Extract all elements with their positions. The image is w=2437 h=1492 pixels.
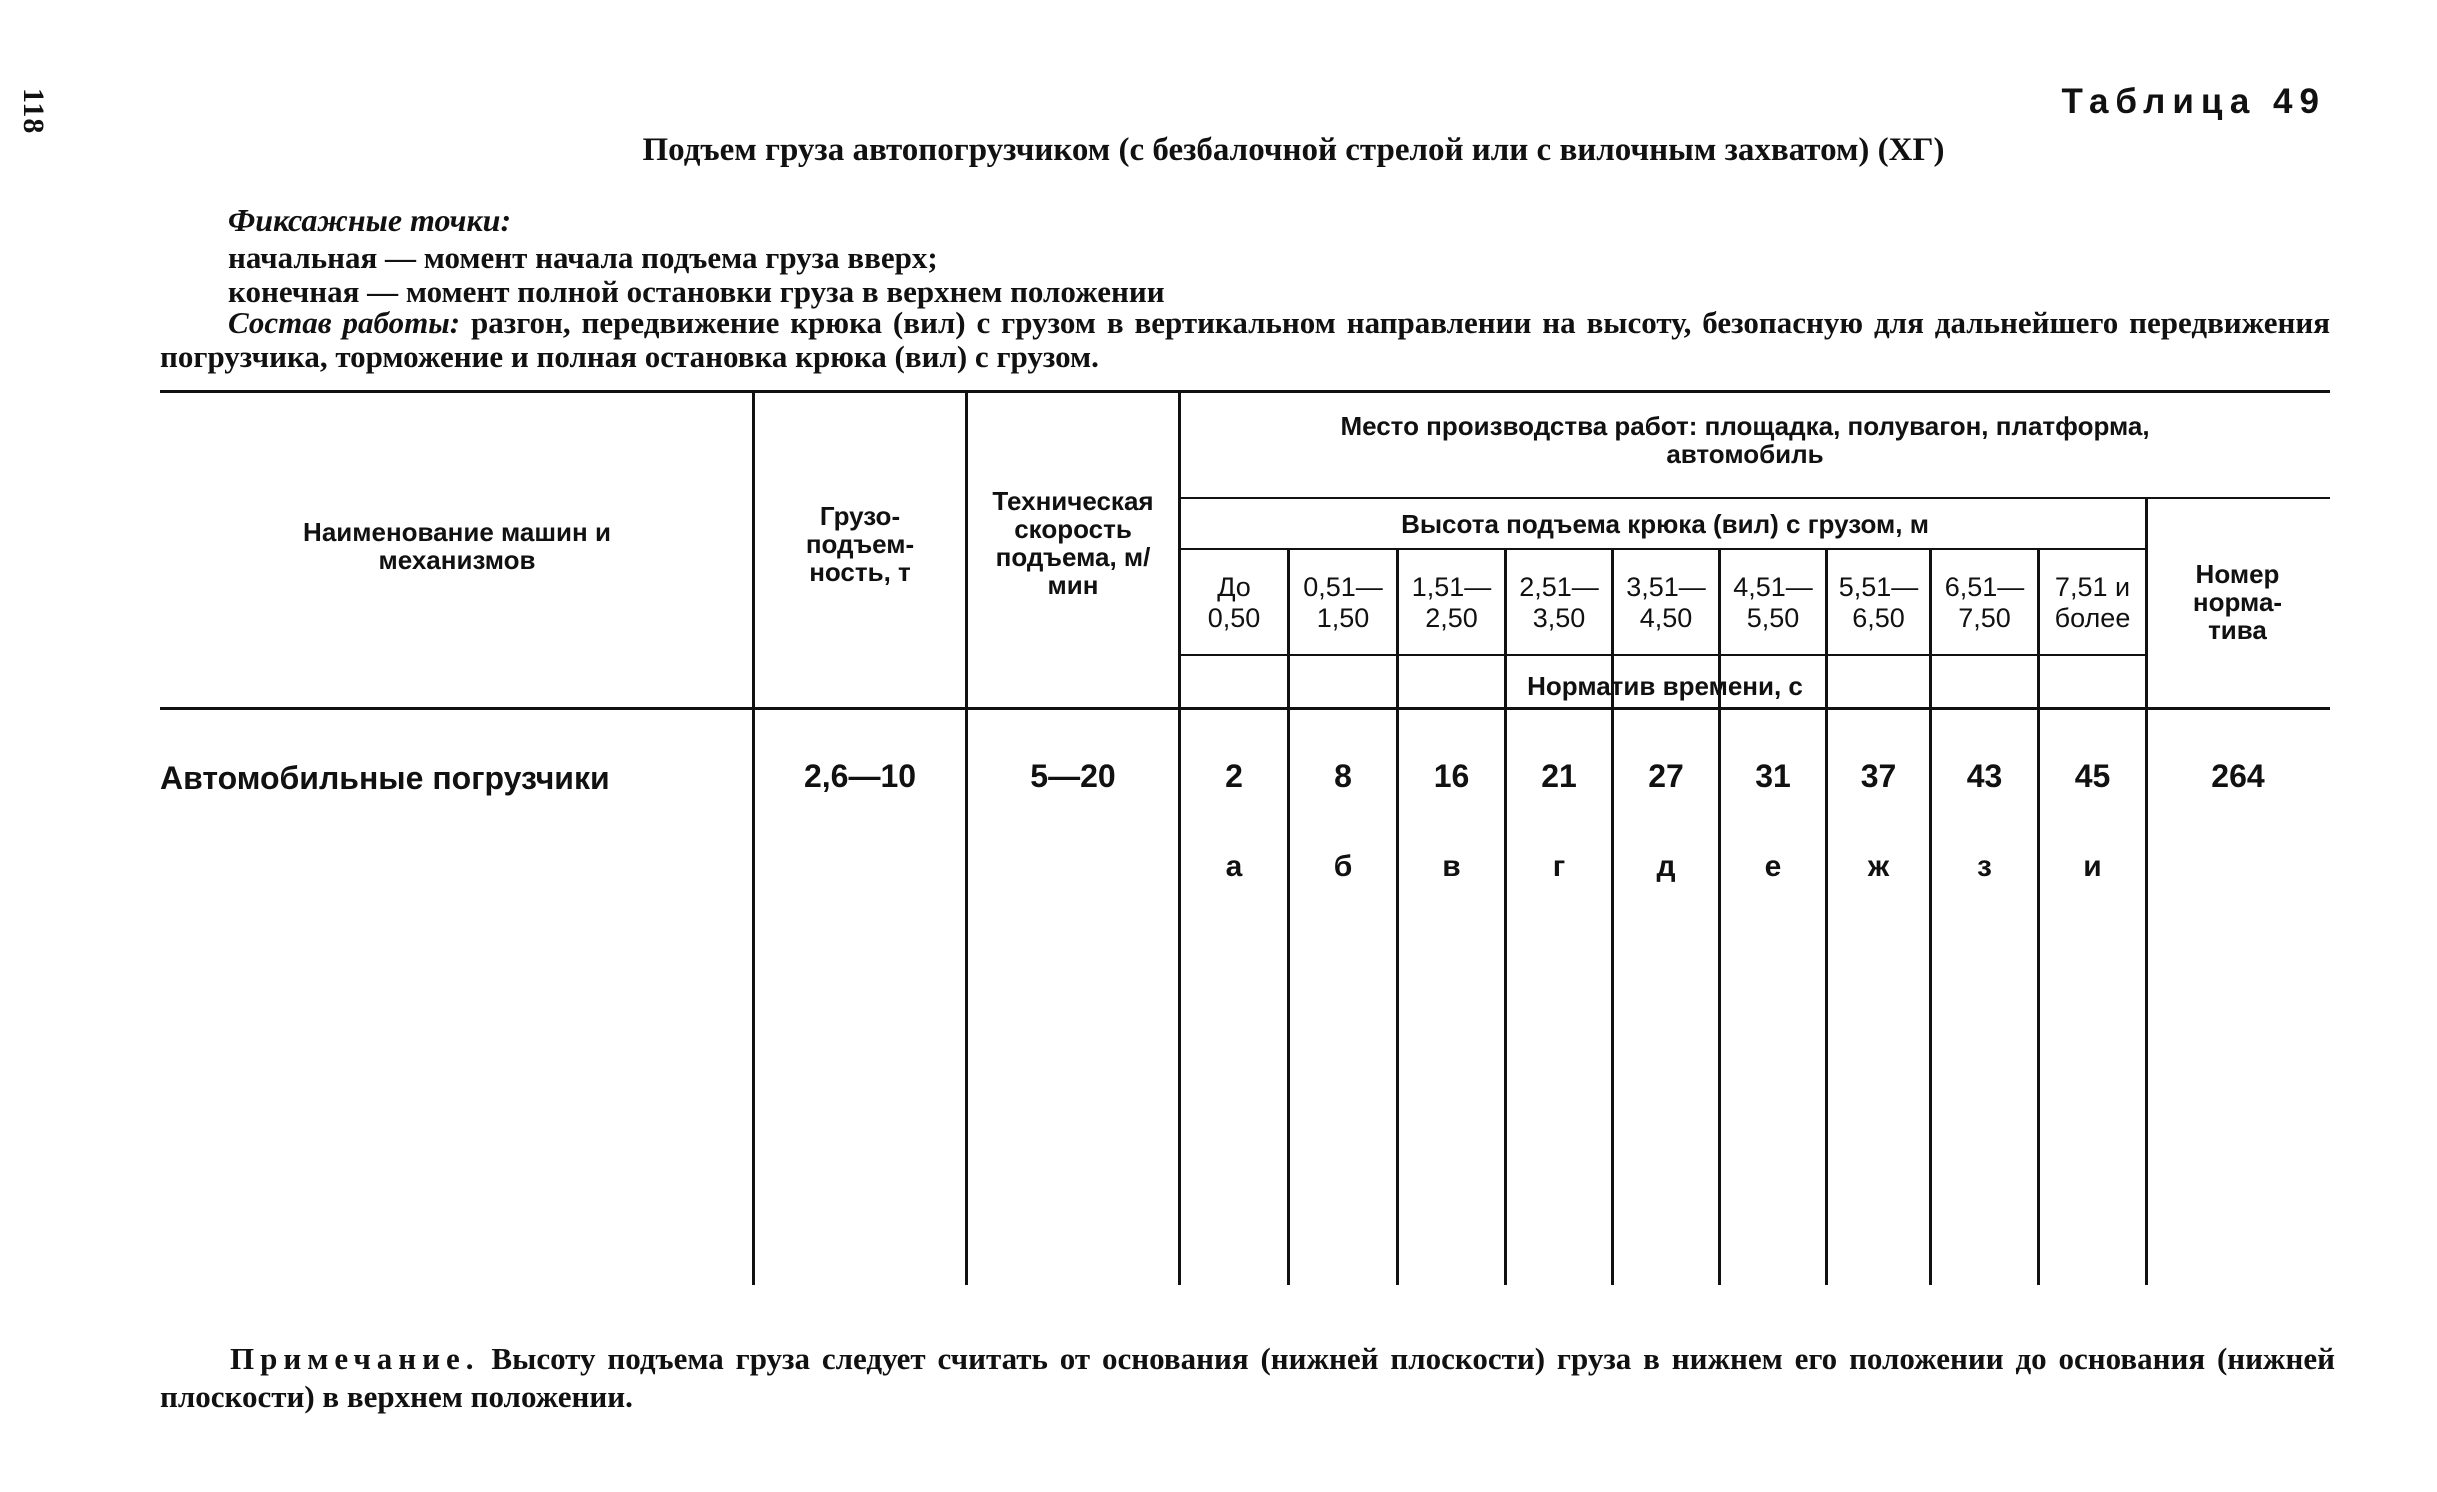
- col-divider: [1611, 548, 1614, 1285]
- table-note: [160, 1340, 2335, 1416]
- start-point-text: начальная — момент начала подъема груза вверх;: [228, 240, 938, 275]
- col-divider: [1929, 548, 1932, 1285]
- height-range: 2,51— 3,50: [1519, 572, 1599, 633]
- row-letter: д: [1656, 850, 1676, 883]
- header-speed: Техническая скорость подъема, м/мин: [992, 486, 1154, 600]
- height-range: 3,51— 4,50: [1626, 572, 1706, 633]
- header-capacity: Грузо-подъем-ность, т: [805, 501, 915, 587]
- table-top-rule: [160, 390, 2330, 393]
- col-divider: [1396, 548, 1399, 1285]
- row-value: 31: [1755, 758, 1791, 794]
- row-value: 8: [1334, 758, 1352, 794]
- height-range: 7,51 и более: [2054, 572, 2131, 633]
- row-machine: Автомобильные погрузчики: [160, 760, 610, 796]
- row-letter: в: [1442, 850, 1461, 883]
- col-divider: [965, 390, 968, 1285]
- note-text: Высоту подъема груза следует считать от основания (нижней плоскости) груза в нижнем его положении до основания (нижней плоскости) в верхнем положении.: [160, 1341, 2335, 1414]
- table-label: Таблица 49: [2061, 82, 2326, 121]
- row-letter: б: [1333, 850, 1353, 883]
- row-norm-number: 264: [2211, 758, 2265, 794]
- height-range: До 0,50: [1207, 572, 1261, 633]
- work-composition-label: Состав работы:: [228, 305, 461, 340]
- height-range: 4,51— 5,50: [1733, 572, 1813, 633]
- col-divider: [2037, 548, 2040, 1285]
- col-divider: [1718, 548, 1721, 1285]
- col-divider: [752, 390, 755, 1285]
- height-rule: [1180, 548, 2145, 550]
- row-value: 43: [1966, 758, 2003, 794]
- row-value: 27: [1648, 758, 1684, 794]
- row-letter: г: [1552, 850, 1566, 883]
- range-rule: [1180, 654, 2145, 656]
- row-speed: 5—20: [1030, 758, 1116, 794]
- col-divider: [1178, 390, 1181, 1285]
- fix-points-heading: Фиксажные точки:: [228, 202, 512, 238]
- place-rule: [1180, 497, 2330, 499]
- height-range: 1,51— 2,50: [1411, 572, 1492, 633]
- note-label: Примечание.: [230, 1341, 480, 1376]
- header-bottom-rule: [160, 707, 2330, 710]
- row-capacity: 2,6—10: [803, 758, 917, 794]
- page-number: 118: [17, 88, 50, 135]
- row-letter: з: [1977, 850, 1992, 883]
- header-norm-number: Номер норма-тива: [2192, 559, 2283, 645]
- col-divider: [2145, 497, 2148, 1285]
- row-letter: а: [1225, 850, 1243, 883]
- height-range: 6,51— 7,50: [1944, 572, 2025, 633]
- col-divider: [1825, 548, 1828, 1285]
- end-point-text: конечная — момент полной остановки груза в верхнем положении: [228, 274, 1165, 309]
- height-range: 0,51— 1,50: [1303, 572, 1383, 633]
- row-value: 16: [1433, 758, 1470, 794]
- col-divider: [1287, 548, 1290, 1285]
- table-title: Подъем груза автопогрузчиком (с безбалочной стрелой или с вилочным захватом) (ХГ): [642, 132, 1945, 168]
- row-letter: ж: [1867, 850, 1890, 883]
- header-machine: Наименование машин и механизмов: [303, 517, 611, 575]
- row-value: 45: [2074, 758, 2111, 794]
- row-value: 37: [1860, 758, 1897, 794]
- row-value: 21: [1541, 758, 1577, 794]
- row-value: 2: [1225, 758, 1243, 794]
- col-divider: [1504, 548, 1507, 1285]
- header-norm-time: Норматив времени, с: [1527, 671, 1803, 701]
- row-letter: и: [2083, 850, 2102, 883]
- height-range: 5,51— 6,50: [1838, 572, 1919, 633]
- work-composition-text: разгон, передвижение крюка (вил) с грузом в вертикальном направлении на высоту, безопасную для дальнейшего передвижения погрузчика, торможение и полная остановка крюка (вил) с грузом.: [160, 305, 2330, 374]
- row-letter: е: [1764, 850, 1782, 883]
- header-height: Высота подъема крюка (вил) с грузом, м: [1401, 509, 1929, 539]
- header-place: Место производства работ: площадка, полувагон, платформа, автомобиль: [1340, 411, 2150, 469]
- work-composition: [160, 306, 2330, 374]
